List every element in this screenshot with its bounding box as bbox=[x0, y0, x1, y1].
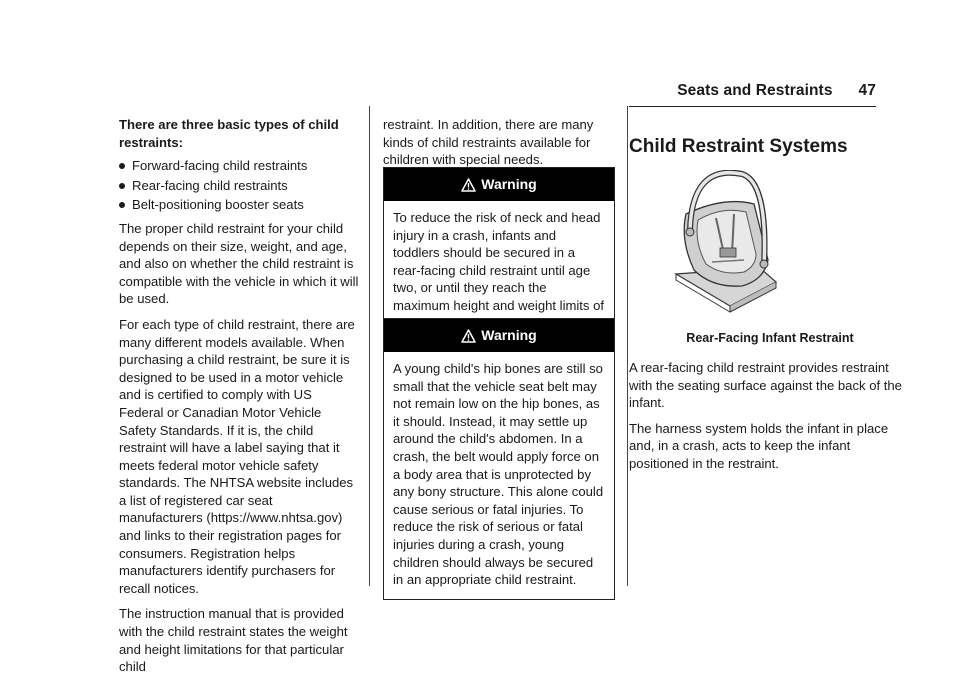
bullet-icon bbox=[119, 202, 125, 208]
restraint-type-list bbox=[119, 157, 359, 214]
warning-header bbox=[384, 319, 614, 352]
warning-box-2 bbox=[383, 318, 615, 600]
warning-triangle-icon bbox=[461, 329, 476, 343]
paragraph: The proper child restraint for your child depends on their size, weight, and age, and also on whether the child restraint is compatible with the vehicle in which it will be used. bbox=[119, 220, 359, 307]
paragraph: restraint. In addition, there are many kinds of child restraints available for children with special needs. bbox=[383, 117, 594, 168]
infant-seat-illustration bbox=[672, 170, 782, 320]
column-divider-2 bbox=[627, 106, 628, 586]
paragraph: The instruction manual that is provided with the child restraint states the weight and height limitations for that particular child bbox=[119, 606, 348, 675]
bullet-icon bbox=[119, 163, 125, 169]
figure-caption: Rear-Facing Infant Restraint bbox=[686, 331, 854, 345]
bullet-icon bbox=[119, 183, 125, 189]
types-intro: There are three basic types of child restraints: bbox=[119, 117, 339, 150]
paragraph: A rear-facing child restraint provides restraint with the seating surface against the back of the infant. bbox=[629, 360, 902, 411]
list-item: Rear-facing child restraints bbox=[119, 177, 359, 195]
page-number: 47 bbox=[858, 82, 876, 99]
section-title: Child Restraint Systems bbox=[629, 136, 848, 157]
column-divider-1 bbox=[369, 106, 370, 586]
warning-box-1 bbox=[383, 167, 615, 343]
list-item: Belt-positioning booster seats bbox=[119, 196, 359, 214]
warning-title: Warning bbox=[481, 326, 537, 343]
right-column-text bbox=[629, 359, 911, 481]
warning-text: To reduce the risk of neck and head injury in a crash, infants and toddlers should be secured in a rear-facing child restraint until age two, or until they reach the maximum height and weight limits of bbox=[393, 210, 605, 313]
paragraph: The harness system holds the infant in place and, in a crash, acts to keep the infant positioned in the restraint. bbox=[629, 420, 889, 471]
page-header bbox=[677, 82, 876, 100]
left-column bbox=[119, 116, 359, 684]
section-name: Seats and Restraints bbox=[677, 82, 833, 99]
list-item: Forward-facing child restraints bbox=[119, 157, 359, 175]
header-rule bbox=[629, 106, 876, 107]
warning-triangle-icon bbox=[461, 178, 476, 192]
warning-header bbox=[384, 168, 614, 201]
warning-title: Warning bbox=[481, 175, 537, 192]
paragraph: For each type of child restraint, there are many different models available. When purchasing a child restraint, be sure it is designed to be used in a motor vehicle and is certified to comply with US Federal or Canadian Motor Vehicle Safety Standards. If it is, the child restraint will have a label saying that it meets federal motor vehicle safety standards. The NHTSA website includes a list of registered car seat manufacturers (https://www.nhtsa.gov) and links to their registration pages for consumers. Registration helps manufacturers identify purchasers for recall notices. bbox=[119, 316, 355, 596]
warning-text: A young child's hip bones are still so small that the vehicle seat belt may not remain low on the hip bones, as it should. Instead, it may settle up around the child's abdomen. In a crash, the belt would apply force on a body area that is unprotected by any bony structure. This alone could cause serious or fatal injuries. To reduce the risk of serious or fatal injuries during a crash, young children should always be secured in an appropriate child restraint. bbox=[393, 361, 604, 588]
